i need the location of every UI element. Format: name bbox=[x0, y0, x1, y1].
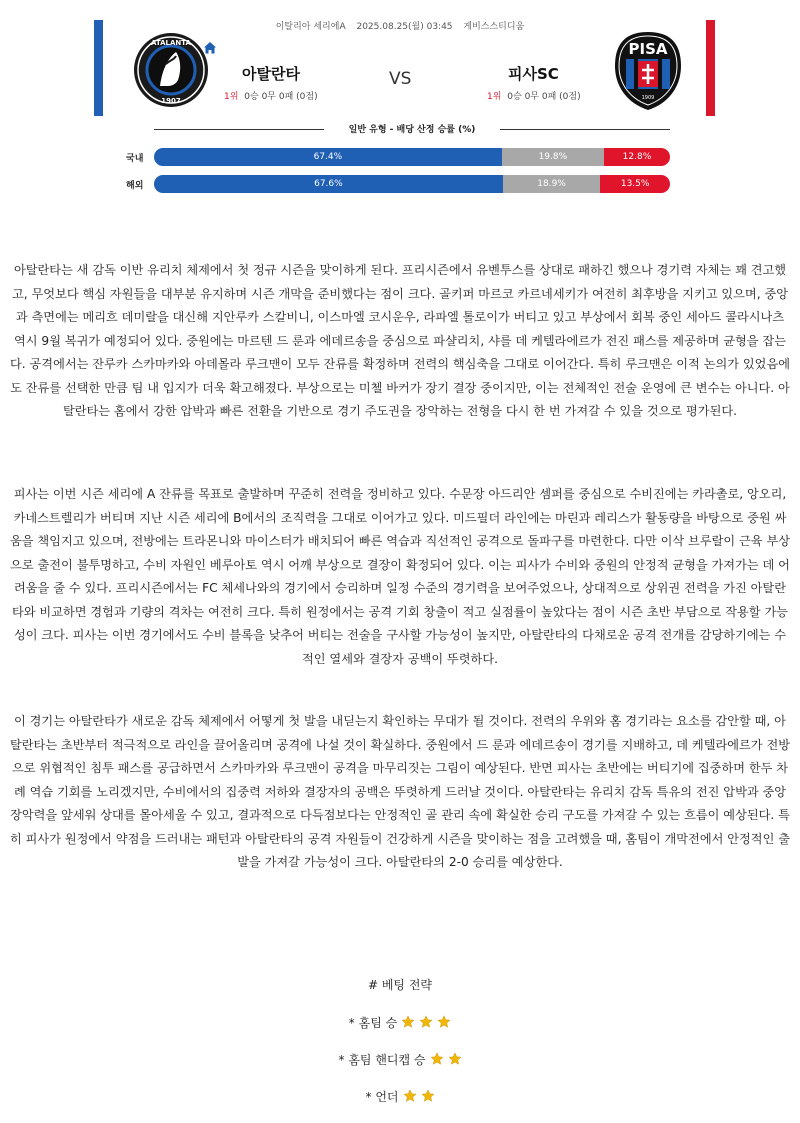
pisa-logo bbox=[609, 28, 687, 112]
odds-loss-segment: 13.5% bbox=[600, 175, 670, 193]
odds-label-domestic: 국내 bbox=[126, 154, 144, 164]
star-icon bbox=[430, 1052, 444, 1066]
away-team-name: 피사SC bbox=[508, 65, 559, 83]
home-record-text: 0승 0무 0패 (0점) bbox=[244, 92, 318, 102]
odds-win-segment: 67.6% bbox=[154, 175, 503, 193]
strategy-item bbox=[0, 1051, 800, 1068]
odds-label-overseas: 해외 bbox=[126, 181, 144, 191]
star-rating bbox=[397, 1016, 451, 1030]
logo-year-away: 1909 bbox=[641, 95, 655, 101]
atalanta-logo bbox=[132, 28, 210, 112]
star-icon bbox=[421, 1089, 435, 1103]
venue-name: 게비스스티디움 bbox=[463, 22, 525, 32]
logo-text-away: PISA bbox=[628, 40, 668, 58]
away-record bbox=[487, 89, 581, 102]
star-rating bbox=[399, 1090, 435, 1104]
league-name: 이탈리아 세리에A bbox=[275, 22, 346, 32]
star-icon bbox=[403, 1089, 417, 1103]
logo-text-home: ATALANTA bbox=[151, 39, 191, 47]
away-record-text: 0승 0무 0패 (0점) bbox=[507, 92, 581, 102]
home-rank: 1위 bbox=[224, 92, 239, 102]
strategy-item bbox=[0, 1014, 800, 1031]
home-record bbox=[224, 89, 318, 102]
odds-draw-segment: 19.8% bbox=[502, 148, 604, 166]
prediction-paragraph: 이 경기는 아탈란타가 새로운 감독 체제에서 어떻게 첫 발을 내딛는지 확인하는 무대가 될 것이다. 전력의 우위와 홈 경기라는 요소를 감안할 때, 아탈란타는 초반부터 적극적으로 라인을 끌어올리며 공격에 나설 것이 확실하다. 중원에서 드 룬과 에데르송이 경기를 지배하고, 데 케텔라에르가 전방으로 위협적인 침투 패스를 공급하면서 스카마카와 루크맨이 공격을 마무리짓는 그림이 예상된다. 반면 피사는 초반에는 버티기에 집중하며 한두 차례 역습 기회를 노리겠지만, 수비에서의 집중력 저하와 결장자의 공백은 뚜렷하게 드러날 것이다. 아탈란타는 유리치 감독 특유의 전진 압박과 중앙 장악력을 앞세워 상대를 몰아세울 수 있고, 결과적으로 다득점보다는 안정적인 골 관리 속에 확실한 승리 구도를 가져갈 수 있는 흐름이 예상된다. 특히 피사가 원정에서 약점을 드러내는 패턴과 아탈란타의 공격 자원들이 건강하게 시즌을 맞이하는 점을 고려했을 때, 홈팀이 개막전에서 안정적인 출발을 가져갈 가능성이 크다. 아탈란타의 2-0 승리를 예상한다. bbox=[10, 714, 790, 869]
odds-draw-segment: 18.9% bbox=[503, 175, 601, 193]
strategy-item-label: * 언더 bbox=[365, 1090, 399, 1104]
strategy-item bbox=[0, 1088, 800, 1105]
home-analysis-paragraph: 아탈란타는 새 감독 이반 유리치 체제에서 첫 정규 시즌을 맞이하게 된다. 프리시즌에서 유벤투스를 상대로 패하긴 했으나 경기력 자체는 꽤 견고했고, 무엇보다 핵심 자원들을 대부분 유지하며 시즌 개막을 준비했다는 점이 크다. 골키퍼 마르코 카르네세키가 여전히 최후방을 지키고 있으며, 중앙과 측면에는 메리흐 데미랄을 대신해 지안루카 스칼비니, 이스마엘 코시운우, 라파엘 톨로이가 버티고 있고 부상에서 회복 중인 세아드 콜라시나츠 역시 9월 복귀가 예정되어 있다. 중원에는 마르텐 드 룬과 에데르송을 중심으로 파샬리치, 샤를 데 케텔라에르가 전진 패스를 제공하며 균형을 잡는다. 공격에서는 잔루카 스카마카와 아데몰라 루크맨이 모두 잔류를 확정하며 전력의 핵심축을 그대로 이어간다. 특히 루크맨은 이적 논의가 있었음에도 잔류를 선택한 만큼 팀 내 입지가 더욱 확고해졌다. 부상으로는 미첼 바커가 장기 결장 중이지만, 이는 전체적인 전술 운영에 큰 변수는 아니다. 아탈란타는 홈에서 강한 압박과 빠른 전환을 기반으로 경기 주도권을 장악하는 전형을 다시 한 번 가져갈 수 있을 것으로 평가된다. bbox=[10, 263, 790, 418]
home-icon bbox=[203, 41, 217, 55]
strategy-item-label: * 홈팀 승 bbox=[348, 1016, 398, 1030]
away-rank: 1위 bbox=[487, 92, 502, 102]
match-datetime: 2025.08.25(월) 03:45 bbox=[356, 22, 453, 32]
odds-win-segment: 67.4% bbox=[154, 148, 502, 166]
odds-bar-overseas bbox=[154, 175, 670, 193]
home-color-bar bbox=[94, 20, 103, 116]
odds-header bbox=[154, 122, 670, 138]
strategy-item-label: * 홈팀 핸디캡 승 bbox=[338, 1053, 426, 1067]
away-color-bar bbox=[706, 20, 715, 116]
home-team-name: 아탈란타 bbox=[242, 65, 300, 83]
strategy-title: # 베팅 전략 bbox=[367, 978, 433, 992]
odds-bar-domestic bbox=[154, 148, 670, 166]
odds-loss-segment: 12.8% bbox=[604, 148, 670, 166]
away-analysis-paragraph: 피사는 이번 시즌 세리에 A 잔류를 목표로 출발하며 꾸준히 전력을 정비하고 있다. 수문장 아드리안 셈퍼를 중심으로 수비진에는 카라촐로, 앙오리, 카네스트렐리가 버티며 지난 시즌 세리에 B에서의 조직력을 그대로 이어가고 있다. 미드필더 라인에는 마린과 레리스가 활동량을 바탕으로 중원 싸움을 책임지고 있으며, 전방에는 트라몬니와 마이스터가 배치되어 빠른 역습과 직선적인 공격으로 돌파구를 마련한다. 다만 이삭 브루랄이 근육 부상으로 출전이 불투명하고, 수비 자원인 베루아토 역시 어깨 부상으로 결장이 확정되어 있다. 이는 피사가 수비와 중원의 안정적 균형을 가져가는 데 어려움을 줄 수 있다. 프리시즌에서는 FC 체세나와의 경기에서 승리하며 일정 수준의 경기력을 보여주었으나, 상대적으로 상위권 전력을 가진 아탈란타와 비교하면 경험과 기량의 격차는 여전히 크다. 특히 원정에서는 공격 기회 창출이 적고 실점률이 높았다는 점이 시즌 초반 부담으로 작용할 가능성이 크다. 피사는 이번 경기에서도 수비 블록을 낮추어 버티는 전술을 구사할 가능성이 높지만, 아탈란타의 다채로운 공격 전개를 감당하기에는 수적인 열세와 결장자 공백이 뚜렷하다. bbox=[10, 487, 790, 666]
logo-year-home: 1907 bbox=[161, 97, 181, 105]
star-icon bbox=[419, 1015, 433, 1029]
odds-title: 일반 유형 - 배당 산정 승률 (%) bbox=[324, 122, 500, 135]
star-icon bbox=[448, 1052, 462, 1066]
star-icon bbox=[401, 1015, 415, 1029]
star-icon bbox=[437, 1015, 451, 1029]
vs-label: VS bbox=[389, 69, 412, 89]
star-rating bbox=[426, 1053, 462, 1067]
